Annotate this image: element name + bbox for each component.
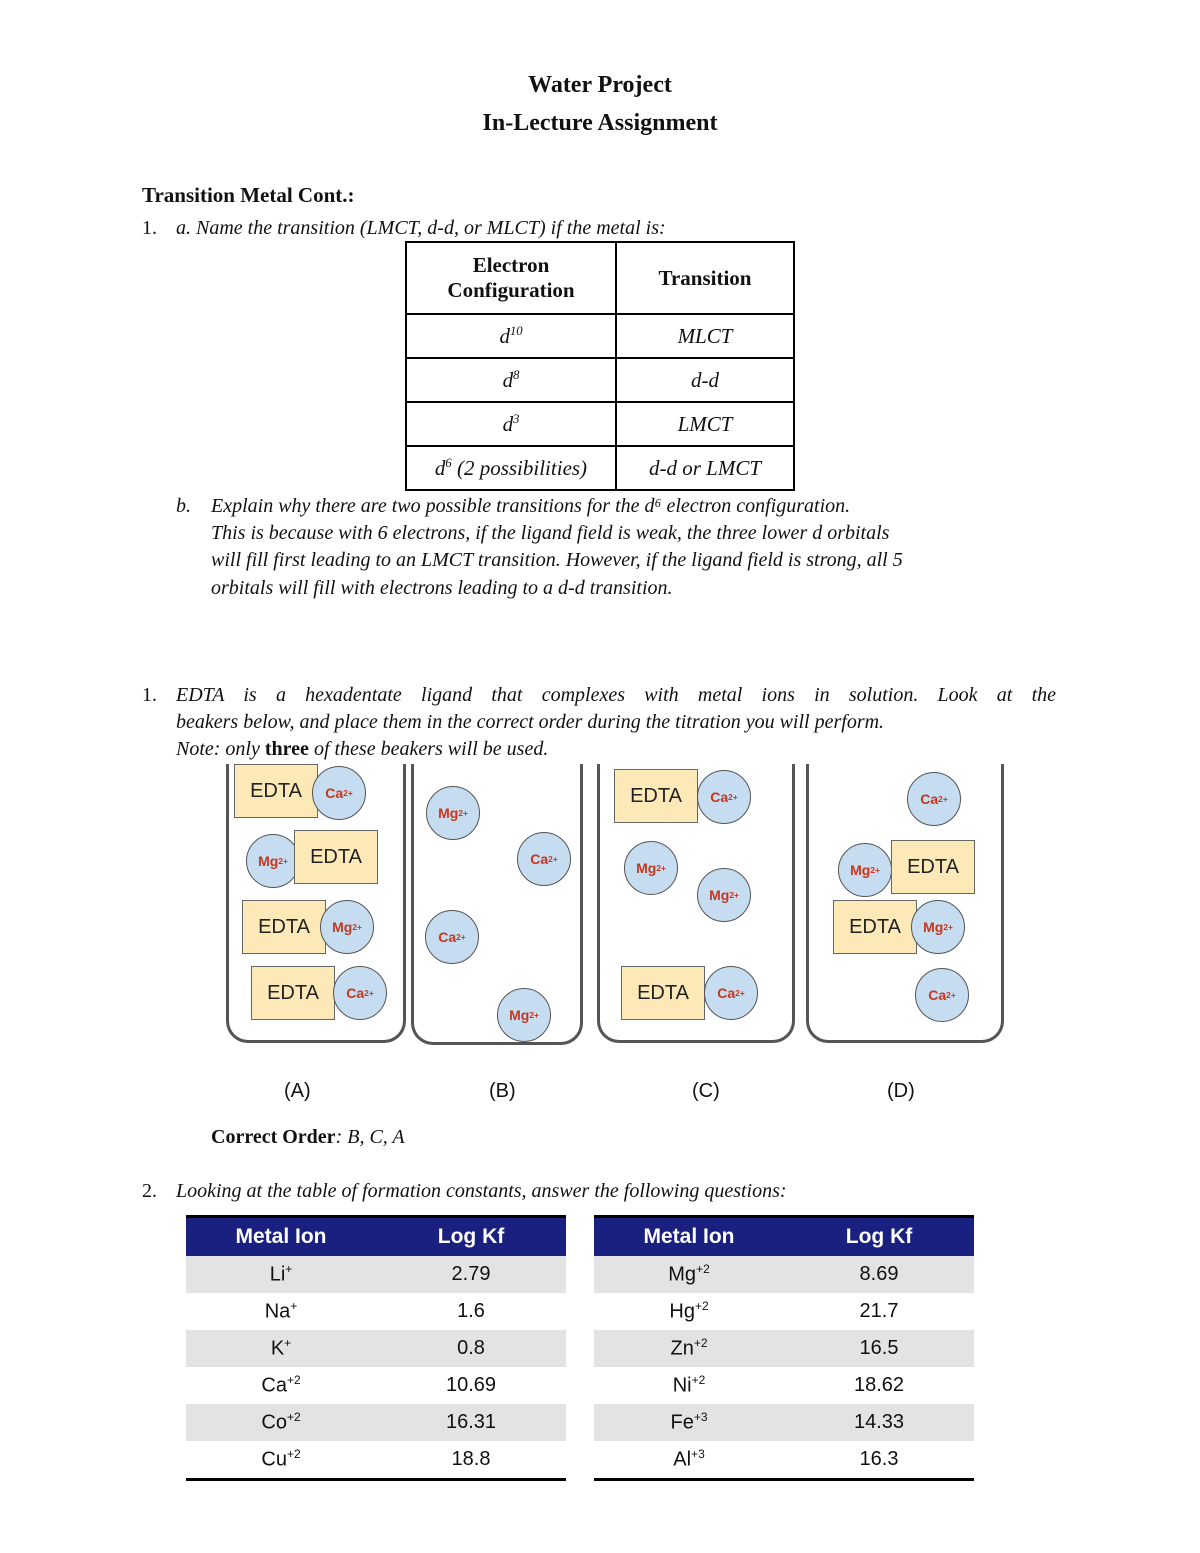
beaker-label-a: (A) [284,1080,311,1102]
table-row [186,1330,566,1367]
mg-ion: Mg 2+ [697,868,751,922]
edta-block: EDTA [891,840,975,894]
correct-order: Correct Order: B, C, A [211,1126,405,1148]
edta-block: EDTA [251,966,335,1020]
transition-cell: MLCT [616,314,794,358]
kf-table-right [594,1215,974,1481]
kf-cell: 18.62 [853,1374,905,1396]
table-row [594,1441,974,1480]
transition-table [405,241,795,491]
ion-cell: $Fe^{+3}$ [594,1404,784,1441]
header-electron-config: Electron Configuration [406,242,616,314]
kf-cell: 14.33 [784,1404,974,1441]
q1b-answer-line: This is because with 6 electrons, if the ligand field is weak, the three lower d orbitals [211,522,890,544]
transition-cell: d-d [616,358,794,402]
ca-ion: Ca 2+ [907,772,961,826]
edta-block: EDTA [294,830,378,884]
kf-cell: 2.79 [376,1256,566,1293]
kf-table-left [186,1215,566,1481]
q1a-text: a. Name the transition (LMCT, d-d, or MLCT) if the metal is: [176,217,666,239]
ca-ion: Ca 2+ [425,910,479,964]
edta-block: EDTA [242,900,326,954]
q1b-answer-line: will fill first leading to an LMCT transition. However, if the ligand field is strong, all 5 [211,549,903,571]
mg-ion: Mg 2+ [497,988,551,1042]
kf-cell: 1.6 [457,1300,485,1322]
table-row [594,1330,974,1367]
ion-cell: K+ [186,1330,376,1367]
ion-cell: $Cu^{+2}$ [186,1441,376,1480]
q1b-answer-line: orbitals will fill with electrons leading to a d-d transition. [211,577,673,599]
ion-cell: $Hg^{+2}$ [669,1299,709,1323]
ion-cell: $Al^{+3}$ [594,1441,784,1480]
kf-cell: 16.3 [784,1441,974,1480]
q2-line: EDTA is a hexadentate ligand that complexes with metal ions in solution. Look at the [176,684,1056,706]
table-row [594,1293,974,1330]
mg-ion: Mg 2+ [426,786,480,840]
kf-cell: 0.8 [376,1330,566,1367]
table-row [406,446,794,490]
header-metal-ion: Metal Ion [186,1217,376,1257]
transition-cell: d-d or LMCT [616,446,794,490]
ca-ion: Ca 2+ [312,766,366,820]
section-heading: Transition Metal Cont.: [142,183,355,207]
q3-text: Looking at the table of formation constants, answer the following questions: [176,1180,787,1202]
table-row [186,1256,566,1293]
ca-ion: Ca 2+ [704,966,758,1020]
q1b-label: b. [176,495,191,517]
q3-number: 2. [142,1180,157,1202]
ion-cell: $Ca^{+2}$ [261,1373,301,1397]
table-row [406,402,794,446]
header-log-kf: Log Kf [784,1217,974,1257]
table-row [186,1404,566,1441]
q1a-number: 1. [142,217,157,239]
q2-number: 1. [142,684,157,706]
table-row [594,1256,974,1293]
kf-cell: 10.69 [445,1374,497,1396]
table-row [186,1293,566,1330]
kf-cell: 8.69 [784,1256,974,1293]
ca-ion: Ca 2+ [333,966,387,1020]
kf-cell: 16.5 [784,1330,974,1367]
edta-block: EDTA [833,900,917,954]
beaker-label-d: (D) [887,1080,915,1102]
edta-block: EDTA [234,764,318,818]
ca-ion: Ca 2+ [517,832,571,886]
q1b-question: Explain why there are two possible transitions for the d⁶ electron configuration. [211,495,851,517]
mg-ion: Mg 2+ [838,843,892,897]
config-cell: $d^{10}$ [406,314,616,358]
ion-cell: $Ni^{+2}$ [672,1373,706,1397]
mg-ion: Mg 2+ [246,834,300,888]
header-transition: Transition [616,242,794,314]
mg-ion: Mg 2+ [320,900,374,954]
ion-cell: $Co^{+2}$ [186,1404,376,1441]
edta-block: EDTA [621,966,705,1020]
kf-cell: 18.8 [376,1441,566,1480]
table-row [594,1367,974,1404]
transition-cell: LMCT [616,402,794,446]
table-row [406,358,794,402]
beaker-label-c: (C) [692,1080,720,1102]
kf-cell: 21.7 [859,1300,899,1322]
kf-cell: 16.31 [376,1404,566,1441]
table-row [186,1367,566,1404]
ion-cell: Li+ [186,1256,376,1293]
ca-ion: Ca 2+ [697,770,751,824]
table-row [594,1404,974,1441]
q2-note: Note: only three of these beakers will be used. [176,738,549,760]
page-subtitle: In-Lecture Assignment [482,110,718,136]
ion-cell: $Zn^{+2}$ [594,1330,784,1367]
config-cell: $d^8$ [406,358,616,402]
q2-line: beakers below, and place them in the correct order during the titration you will perform. [176,711,885,733]
ion-cell: $Mg^{+2}$ [594,1256,784,1293]
config-cell: $d^3$ [406,402,616,446]
ca-ion: Ca 2+ [915,968,969,1022]
page-title: Water Project [528,72,672,98]
config-cell: $d^6$ (2 possibilities) [406,446,616,490]
mg-ion: Mg 2+ [624,841,678,895]
beaker-label-b: (B) [489,1080,516,1102]
edta-block: EDTA [614,769,698,823]
table-row [406,314,794,358]
header-metal-ion: Metal Ion [594,1217,784,1257]
ion-cell: Na+ [264,1299,298,1323]
mg-ion: Mg 2+ [911,900,965,954]
header-log-kf: Log Kf [376,1217,566,1257]
table-row [186,1441,566,1480]
